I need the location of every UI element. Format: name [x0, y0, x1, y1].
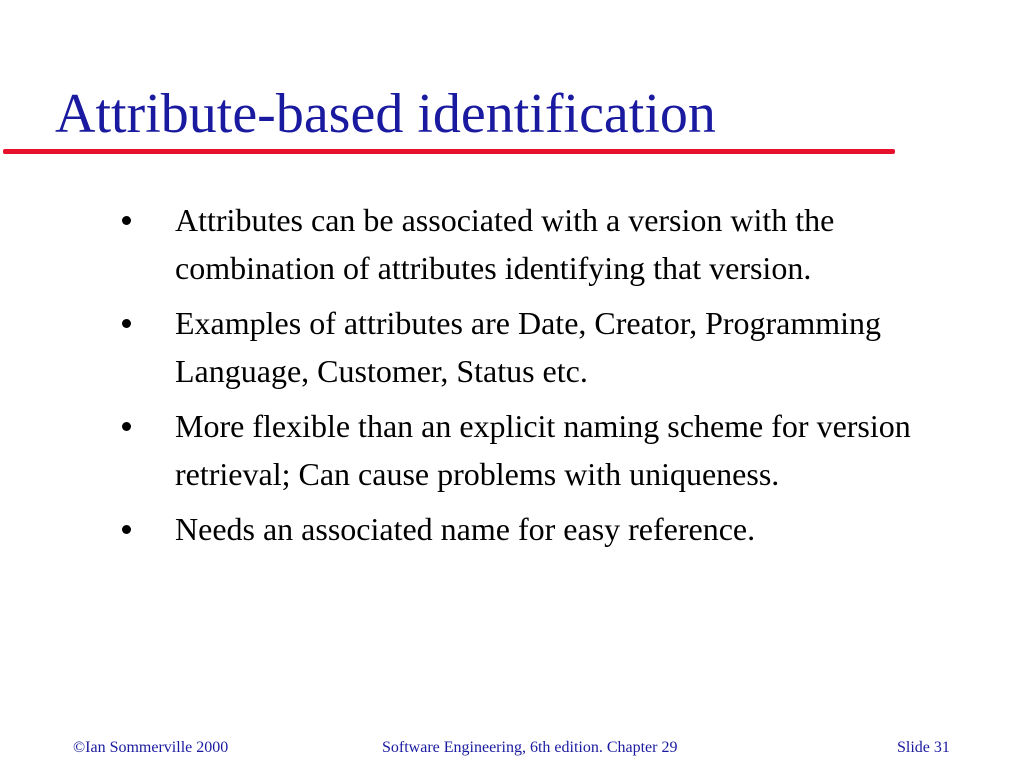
- footer-slide-number: Slide 31: [897, 739, 950, 756]
- bullet-text: Attributes can be associated with a version with the combination of attributes identifying that version.: [175, 202, 835, 286]
- bullet-dot-icon: [122, 422, 131, 431]
- bullet-item: [120, 299, 960, 395]
- bullet-text: Examples of attributes are Date, Creator, Programming Language, Customer, Status etc.: [175, 305, 882, 389]
- bullet-text: More flexible than an explicit naming scheme for version retrieval; Can cause problems with uniqueness.: [175, 408, 911, 492]
- bullet-item: [120, 505, 960, 553]
- bullet-dot-icon: [122, 216, 131, 225]
- slide-title: Attribute-based identification: [55, 83, 716, 145]
- bullet-list: [120, 196, 960, 560]
- bullet-dot-icon: [122, 319, 131, 328]
- bullet-text: Needs an associated name for easy reference.: [175, 511, 756, 547]
- bullet-item: [120, 402, 960, 498]
- footer-copyright: ©Ian Sommerville 2000: [73, 739, 229, 756]
- bullet-dot-icon: [122, 525, 131, 534]
- footer-book-title: Software Engineering, 6th edition. Chapter 29: [382, 739, 678, 756]
- bullet-item: [120, 196, 960, 292]
- title-underline-rule: [3, 149, 895, 154]
